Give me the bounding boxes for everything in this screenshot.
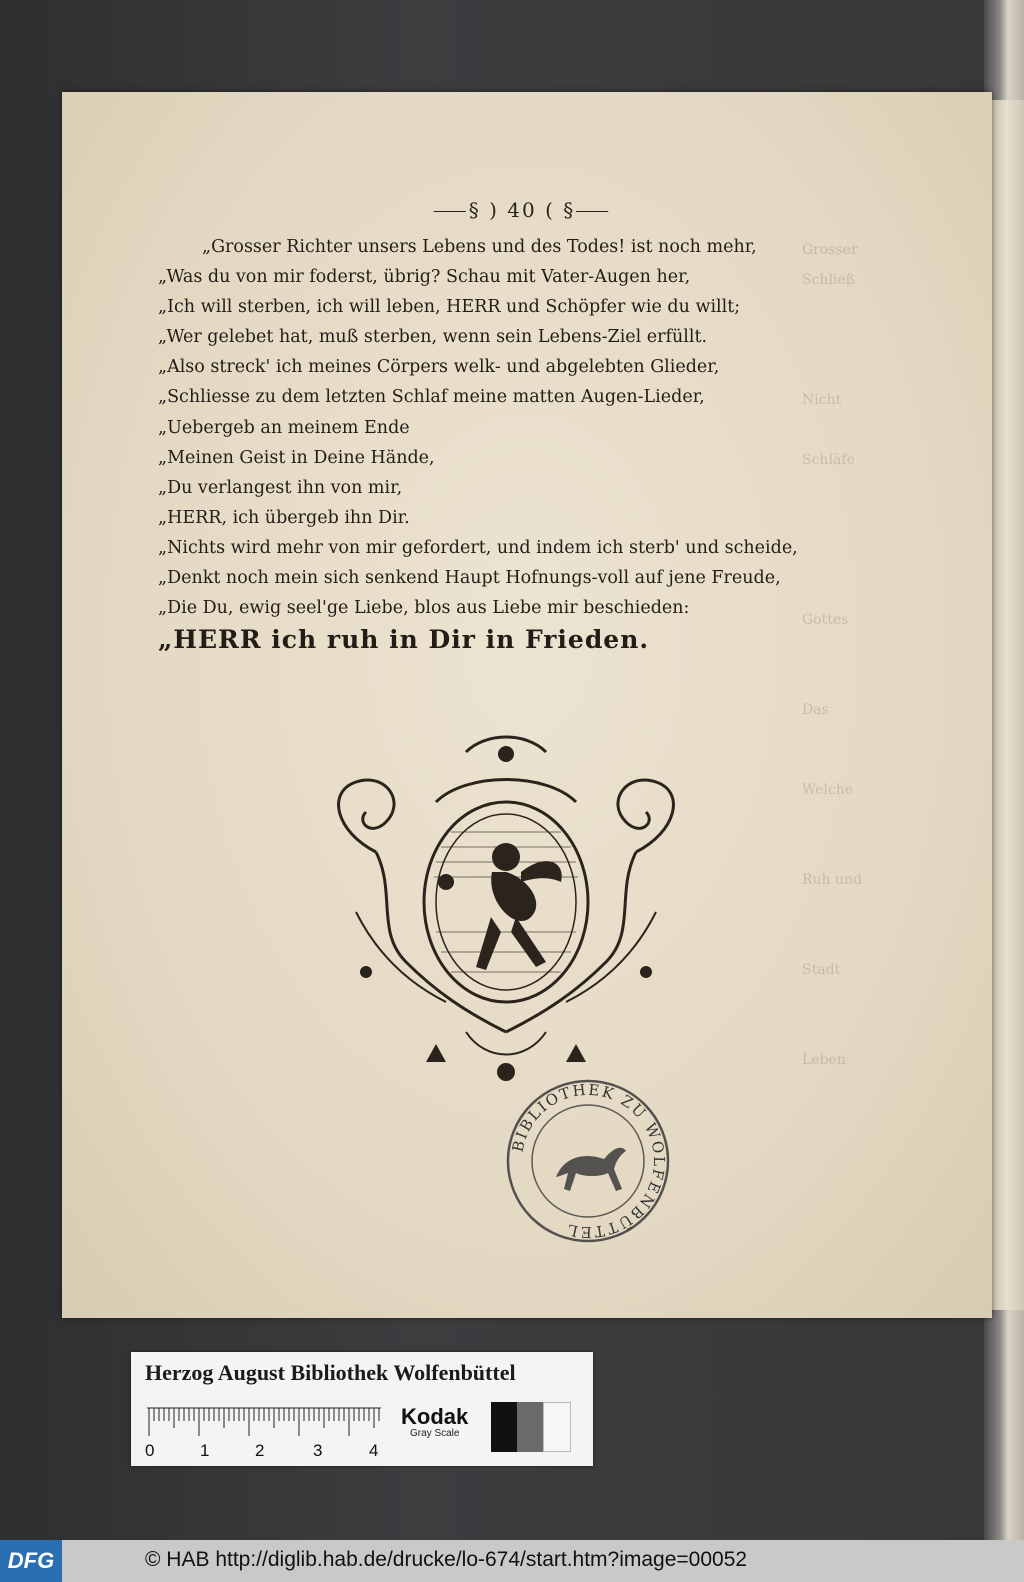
gray-patch-white [543, 1402, 571, 1452]
gray-patch-mid [517, 1402, 543, 1452]
color-calibration-label [131, 1352, 593, 1466]
ruler-number: 4 [369, 1441, 379, 1460]
poem-line: „Du verlangest ihn von mir, [158, 477, 403, 498]
book-page: Grosser Schließ Nicht Schläfe Gottes Das Welche Ruh und Stadt Leben ⸺§ ) 40 ( §⸺ „Grosser Richter unsers Lebens und des Todes! ist noch mehr, „Was du von mir foderst, übrig? Schau mit Vater-Augen her, „Ich will sterben, ich will leben, HERR und Schöpfer wie du willt; „Wer gelebet hat, muß sterben, wenn sein Lebens-Ziel erfüllt. „Also streck' ich meines Cörpers welk- und abgelebten Glieder, „Schliesse zu dem letzten Schlaf meine matten Augen-Lieder, „Uebergeb an meinem Ende „Meinen Geist in Deine Hände, „Du verlangest ihn von mir, „HERR, ich übergeb ihn Dir. „Nichts wird mehr von mir gefordert, und indem ich sterb' und scheide, „Denkt noch mein sich senkend Haupt Hofnungs-voll auf jene Freude, „Die Du, ewig seel'ge Liebe, blos aus Liebe mir beschieden: „HERR ich ruh in Dir in Frieden. BIBLIOTHEK ZU WOLFENBÜTTEL [62, 92, 992, 1318]
poem-line: „Schliesse zu dem letzten Schlaf meine matten Augen-Lieder, [158, 387, 705, 408]
footer-bar [0, 1540, 1024, 1582]
poem-line: „Was du von mir foderst, übrig? Schau mit Vater-Augen her, [158, 267, 691, 288]
ruler-number: 1 [200, 1441, 210, 1460]
poem-final-line: „HERR ich ruh in Dir in Frieden. [158, 625, 650, 655]
kodak-subtitle: Gray Scale [410, 1428, 460, 1439]
ruler-number: 3 [313, 1441, 323, 1460]
poem-line: „Also streck' ich meines Cörpers welk- und abgelebten Glieder, [158, 357, 720, 378]
poem-line: „Ich will sterben, ich will leben, HERR und Schöpfer wie du willt; [158, 297, 741, 318]
kodak-logo: Kodak [401, 1404, 469, 1429]
ornament-vignette [316, 732, 696, 1092]
horse-icon [556, 1148, 626, 1191]
poem-line: „Meinen Geist in Deine Hände, [158, 447, 435, 468]
stamp-text: BIBLIOTHEK ZU WOLFENBÜTTEL [508, 1080, 669, 1242]
page-number-line: ⸺§ ) 40 ( §⸺ [432, 198, 612, 222]
gray-scale-patches [491, 1402, 571, 1452]
poem-line: „Wer gelebet hat, muß sterben, wenn sein Lebens-Ziel erfüllt. [158, 327, 708, 348]
poem-line: „Nichts wird mehr von mir gefordert, und indem ich sterb' und scheide, [158, 537, 798, 558]
poem-line: „Uebergeb an meinem Ende [158, 417, 410, 438]
library-stamp [504, 1077, 672, 1245]
poem-text [158, 232, 918, 655]
ruler-number: 0 [145, 1441, 155, 1460]
copyright-link[interactable]: © HAB http://diglib.hab.de/drucke/lo-674/start.htm?image=00052 [145, 1548, 748, 1571]
library-name: Herzog August Bibliothek Wolfenbüttel [145, 1360, 516, 1385]
next-page-edge [990, 100, 1024, 1310]
ruler-number: 2 [255, 1441, 265, 1460]
dfg-logo: DFG [0, 1540, 62, 1582]
gray-patch-black [491, 1402, 517, 1452]
poem-line: „Die Du, ewig seel'ge Liebe, blos aus Liebe mir beschieden: [158, 598, 690, 619]
scale-ruler [145, 1404, 385, 1462]
poem-line: „Denkt noch mein sich senkend Haupt Hofnungs-voll auf jene Freude, [158, 568, 781, 589]
poem-line: „Grosser Richter unsers Lebens und des Todes! ist noch mehr, [202, 237, 757, 257]
poem-line: „HERR, ich übergeb ihn Dir. [158, 507, 410, 528]
